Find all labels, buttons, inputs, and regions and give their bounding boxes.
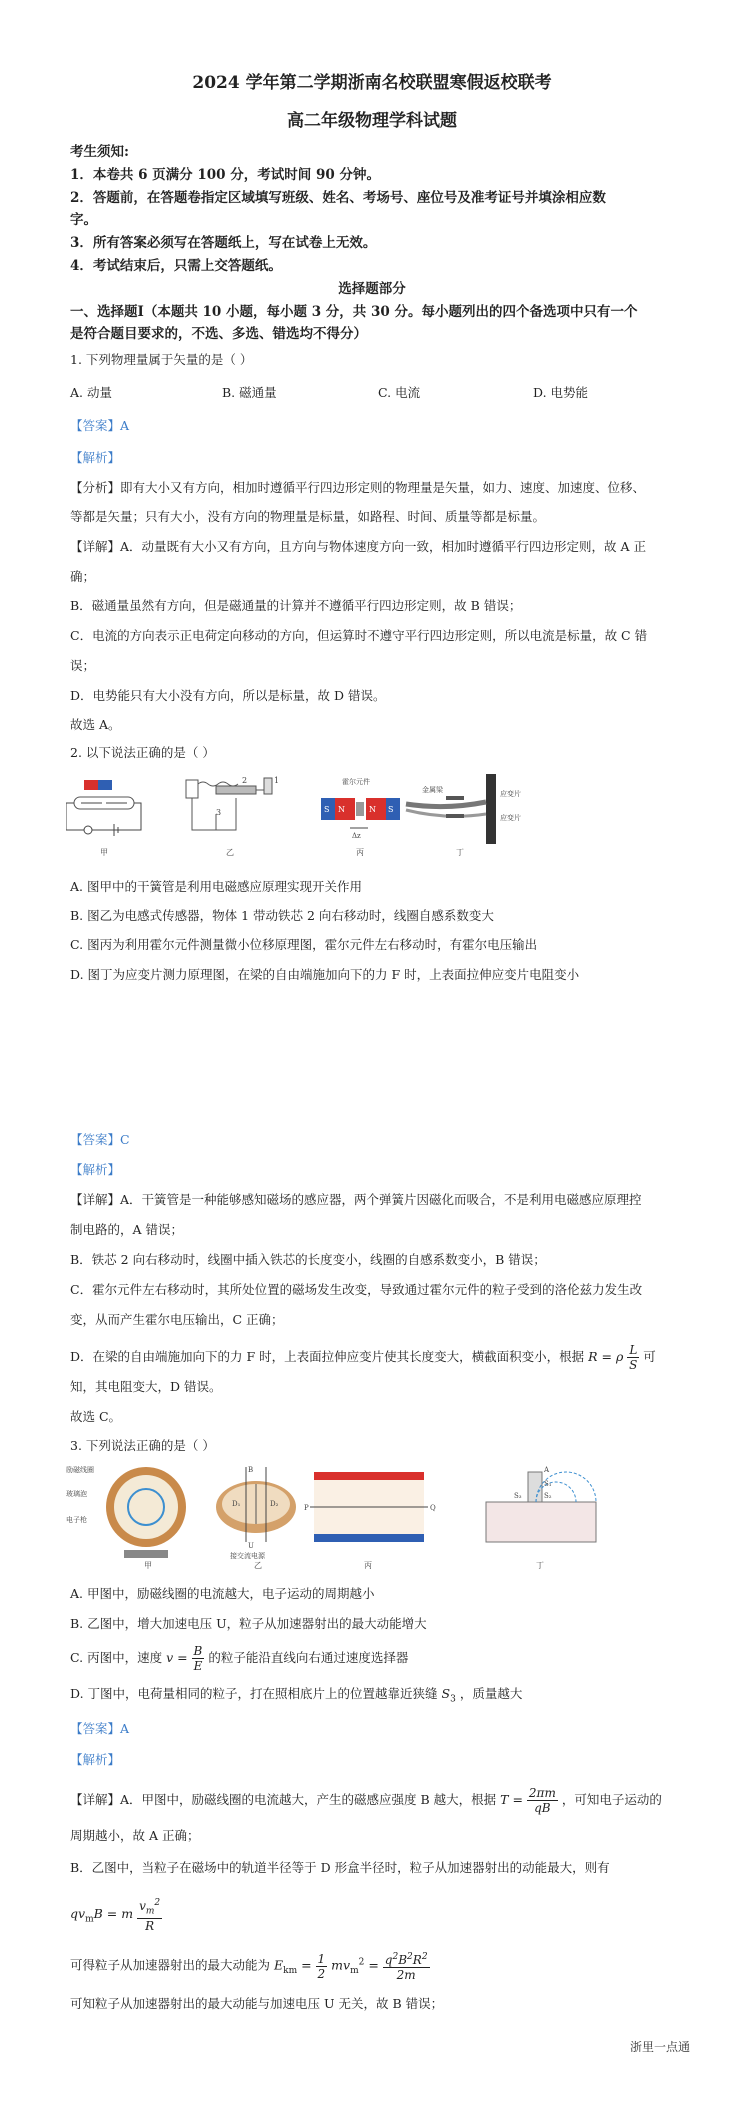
section-instruction: 是符合题目要求的，不选、多选、错选均不得分）: [70, 326, 367, 342]
fig-label-ding: 丁: [456, 848, 464, 857]
hall-element-figure: [321, 777, 400, 857]
q2-option-c: C. 图丙为利用霍尔元件测量微小位移原理图，霍尔元件左右移动时，有霍尔电压输出: [70, 937, 538, 952]
svg-text:应变片: 应变片: [500, 814, 521, 822]
cyclotron-figure: [216, 1466, 296, 1570]
svg-text:金属梁: 金属梁: [422, 786, 443, 794]
q1-answer: 【答案】A: [70, 418, 130, 433]
q1-stem: 1. 下列物理量属于矢量的是（ ）: [70, 352, 253, 367]
section-instruction: 一、选择题Ⅰ（本题共 10 小题，每小题 3 分，共 30 分。每小题列出的四个备选项中只有一个: [70, 304, 638, 320]
svg-text:S: S: [324, 805, 330, 814]
q1-option-b: B. 磁通量: [222, 385, 277, 400]
q3-explanation: 可知粒子从加速器射出的最大动能与加速电压 U 无关，故 B 错误；: [70, 1996, 444, 2011]
q3-figures: [66, 1462, 606, 1572]
svg-text:S₁: S₁: [544, 1480, 552, 1488]
q1-option-a: A. 动量: [70, 385, 112, 400]
q2-explanation: 【详解】A．干簧管是一种能够感知磁场的感应器，两个弹簧片因磁化而吸合，不是利用电磁感应原理控: [70, 1192, 642, 1207]
resistance-formula-fraction: $\frac{L}{S}$: [629, 1343, 638, 1372]
svg-text:S₂: S₂: [544, 1492, 552, 1500]
resistance-formula-lhs: R = ρ: [588, 1349, 624, 1364]
reed-switch-figure: [66, 780, 141, 857]
velocity-selector-figure: [304, 1472, 436, 1570]
q2-analysis-tag: 【解析】: [70, 1162, 121, 1177]
svg-text:S: S: [388, 805, 394, 814]
svg-text:励磁线圈: 励磁线圈: [66, 1466, 94, 1474]
svg-text:3: 3: [216, 808, 222, 817]
q1-explanation: 等都是矢量；只有大小，没有方向的物理量是标量，如路程、时间、质量等都是标量。: [70, 509, 546, 524]
period-formula: $\frac{2\pi m}{qB}$: [528, 1786, 556, 1815]
q3-option-b: B. 乙图中，增大加速电压 U，粒子从加速器射出的最大动能增大: [70, 1616, 427, 1631]
q3-option-c: C. 丙图中，速度 v = $\frac{B}{E}$ 的粒子能沿直线向右通过速度选择器: [70, 1644, 409, 1673]
q1-option-c: C. 电流: [378, 385, 421, 400]
q3-option-a: A. 甲图中，励磁线圈的电流越大，电子运动的周期越小: [70, 1586, 375, 1601]
q3-explanation: 周期越小，故 A 正确；: [70, 1828, 200, 1843]
q1-explanation: 误；: [70, 658, 96, 673]
q1-explanation: 【分析】即有大小又有方向，相加时遵循平行四边形定则的物理量是矢量，如力、速度、加速度、位移、: [70, 480, 646, 495]
electron-beam-tube-figure: [66, 1465, 186, 1570]
svg-text:丁: 丁: [536, 1561, 544, 1570]
fig-label-yi: 乙: [226, 848, 234, 857]
svg-text:丙: 丙: [364, 1561, 372, 1570]
q1-option-d: D. 电势能: [533, 385, 589, 400]
q2-explanation: C．霍尔元件左右移动时，其所处位置的磁场发生改变，导致通过霍尔元件的粒子受到的洛伦兹力发生改: [70, 1282, 643, 1297]
q1-explanation: D．电势能只有大小没有方向，所以是标量，故 D 错误。: [70, 688, 386, 703]
q3-analysis-tag: 【解析】: [70, 1752, 121, 1767]
q2-explanation: 制电路的，A 错误；: [70, 1222, 184, 1237]
q1-explanation: 确；: [70, 569, 96, 584]
q3-explanation-max-ke: 可得粒子从加速器射出的最大动能为 $E_{km}$ = $\frac{1}{2}$ $mv_m^2$ = $\frac{q^2B^2R^2}{2m}$: [70, 1951, 428, 1982]
q2-option-a: A. 图甲中的干簧管是利用电磁感应原理实现开关作用: [70, 879, 362, 894]
svg-text:U: U: [248, 1542, 254, 1550]
mass-spectrometer-figure: [486, 1466, 596, 1570]
notice-item: 字。: [70, 212, 97, 228]
inductive-sensor-figure: [186, 776, 279, 857]
q2-option-b: B. 图乙为电感式传感器，物体 1 带动铁芯 2 向右移动时，线圈自感系数变大: [70, 908, 494, 923]
svg-text:D₁: D₁: [232, 1500, 241, 1508]
svg-text:Q: Q: [430, 1504, 436, 1512]
q1-explanation: 故选 A。: [70, 717, 121, 732]
q3-answer: 【答案】A: [70, 1721, 130, 1736]
svg-text:接交流电源: 接交流电源: [230, 1552, 265, 1560]
svg-text:2: 2: [242, 776, 248, 785]
q3-stem: 3. 下列说法正确的是（ ）: [70, 1438, 215, 1453]
svg-text:N: N: [369, 805, 376, 814]
svg-text:玻璃泡: 玻璃泡: [66, 1490, 87, 1498]
fig-label-jia: 甲: [100, 848, 108, 857]
strain-gauge-figure: [406, 774, 521, 857]
fig-label-bing: 丙: [356, 848, 364, 857]
q1-explanation: C．电流的方向表示正电荷定向移动的方向，但运算时不遵守平行四边形定则，所以电流是标量，故 C 错: [70, 628, 648, 643]
svg-text:应变片: 应变片: [500, 790, 521, 798]
svg-text:B: B: [248, 1466, 254, 1474]
lorentz-equation: $qv_mB = m$ $\frac{v_m^2}{R}$: [70, 1898, 161, 1934]
q3-explanation-period: 【详解】A．甲图中，励磁线圈的电流越大，产生的磁感应强度 B 越大，根据 T = $\frac{2\pi m}{qB}$ ，可知电子运动的: [70, 1786, 662, 1815]
notice-item: 3．所有答案必须写在答题纸上，写在试卷上无效。: [70, 235, 377, 251]
q3-option-d: D. 丁图中，电荷量相同的粒子，打在照相底片上的位置越靠近狭缝 $S_3$ ，质量越大: [70, 1686, 523, 1705]
notice-heading: 考生须知:: [70, 144, 129, 160]
q2-option-d: D. 图丁为应变片测力原理图，在梁的自由端施加向下的力 F 时，上表面拉伸应变片电阻变小: [70, 967, 580, 982]
notice-item: 2．答题前，在答题卷指定区域填写班级、姓名、考场号、座位号及准考证号并填涂相应数: [70, 190, 606, 206]
q2-explanation: B．铁芯 2 向右移动时，线圈中插入铁芯的长度变小，线圈的自感系数变小，B 错误；: [70, 1252, 546, 1267]
q1-explanation: 【详解】A．动量既有大小又有方向，且方向与物体速度方向一致，相加时遵循平行四边形定则，故 A 正: [70, 539, 647, 554]
svg-text:N: N: [338, 805, 345, 814]
q1-explanation: B．磁通量虽然有方向，但是磁通量的计算并不遵循平行四边形定则，故 B 错误；: [70, 598, 522, 613]
q2-figures: [66, 770, 606, 865]
exam-subtitle: 高二年级物理学科试题: [287, 111, 457, 131]
section-title: 选择题部分: [338, 281, 406, 297]
svg-text:乙: 乙: [254, 1561, 262, 1570]
notice-item: 4．考试结束后，只需上交答题纸。: [70, 258, 282, 274]
footer-brand: 浙里一点通: [629, 2040, 690, 2054]
svg-text:D₂: D₂: [270, 1500, 279, 1508]
q2-answer: 【答案】C: [70, 1132, 130, 1147]
velocity-fraction: $\frac{B}{E}$: [193, 1644, 203, 1673]
q2-stem: 2. 以下说法正确的是（ ）: [70, 745, 215, 760]
svg-text:Δz: Δz: [352, 832, 361, 840]
svg-text:A: A: [544, 1466, 550, 1474]
q1-analysis-tag: 【解析】: [70, 450, 121, 465]
q2-explanation: 故选 C。: [70, 1409, 122, 1424]
svg-text:甲: 甲: [144, 1561, 152, 1570]
svg-text:电子枪: 电子枪: [66, 1516, 87, 1524]
q2-explanation: 知，其电阻变大，D 错误。: [70, 1379, 222, 1394]
svg-text:霍尔元件: 霍尔元件: [342, 778, 370, 786]
q2-explanation: 变，从而产生霍尔电压输出，C 正确；: [70, 1312, 284, 1327]
notice-item: 1．本卷共 6 页满分 100 分，考试时间 90 分钟。: [70, 167, 380, 183]
q3-explanation: B．乙图中，当粒子在磁场中的轨道半径等于 D 形盒半径时，粒子从加速器射出的动能最大，则有: [70, 1860, 610, 1875]
q2-explanation-formula-line: D．在梁的自由端施加向下的力 F 时，上表面拉伸应变片使其长度变大，横截面积变小，根据 R = ρ $\frac{L}{S}$ 可: [70, 1343, 656, 1372]
exam-title: 2024 学年第二学期浙南名校联盟寒假返校联考: [192, 73, 552, 93]
svg-text:1: 1: [274, 776, 280, 785]
svg-text:S₃: S₃: [514, 1492, 522, 1500]
svg-text:P: P: [304, 1504, 309, 1512]
